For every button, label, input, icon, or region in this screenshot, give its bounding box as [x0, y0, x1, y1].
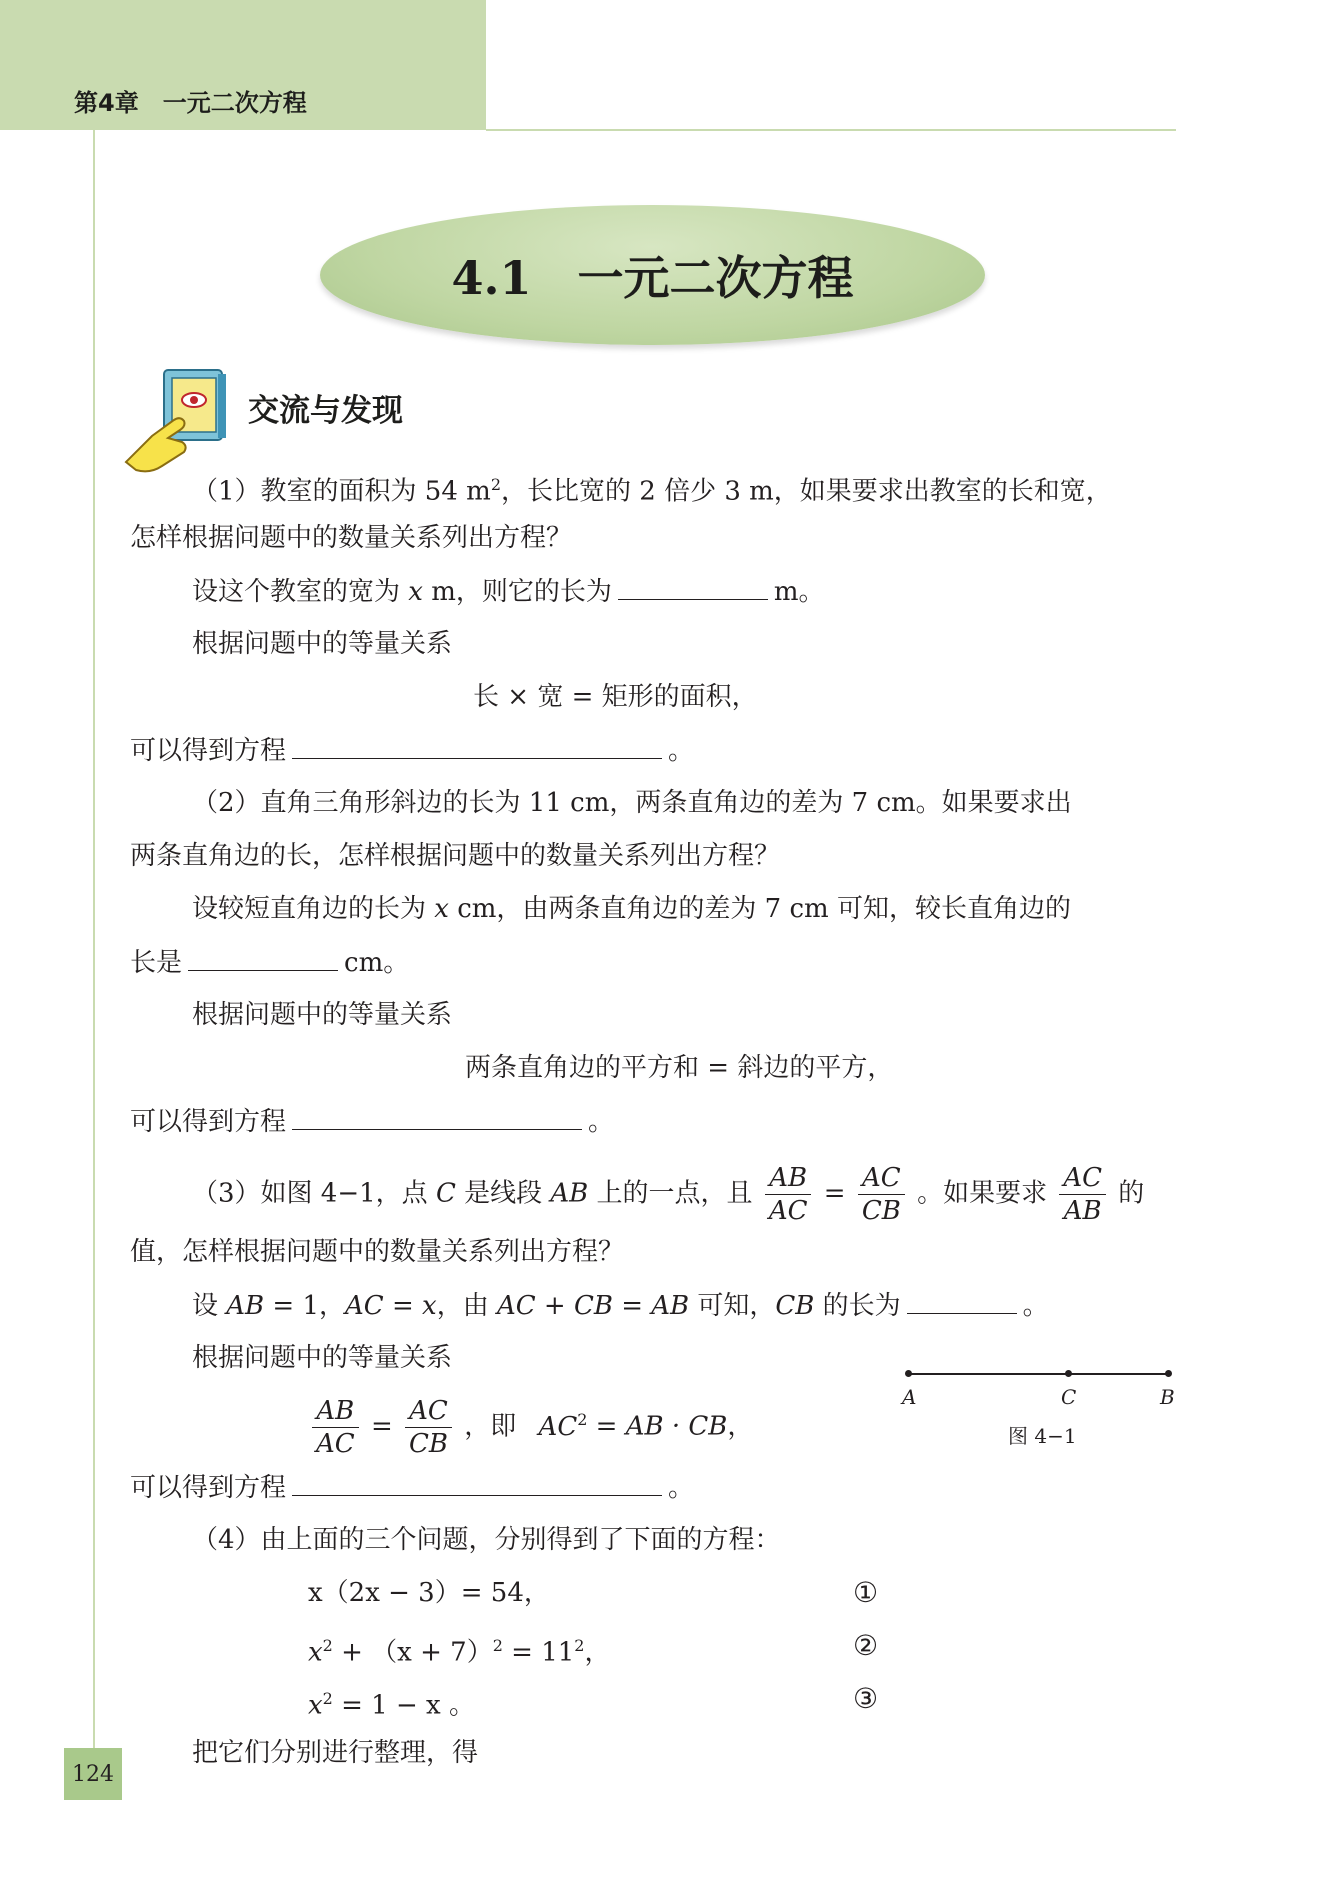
p2-g: 可以得到方程	[130, 1107, 287, 1137]
p3-a4: 。如果要求	[917, 1178, 1048, 1209]
eq2-b: + （x + 7）	[332, 1637, 493, 1668]
equation-2-number: ②	[853, 1629, 879, 1662]
fraction-denominator: CB	[861, 1196, 901, 1226]
fraction-denominator: CB	[409, 1429, 448, 1459]
fraction-numerator: AB	[765, 1162, 812, 1195]
p2-d1: 长是	[130, 948, 183, 978]
eq2-sup1: 2	[322, 1636, 333, 1655]
answer-blank[interactable]	[292, 730, 662, 759]
p1-line3	[192, 571, 825, 612]
p3-a1: （3）如图 4−1，点	[192, 1178, 436, 1209]
p3-e2: AC	[538, 1411, 578, 1442]
p1-g: 可以得到方程	[130, 736, 287, 766]
fraction-denominator: AC	[316, 1429, 355, 1459]
p1-a-sup: 2	[490, 475, 501, 494]
point-a	[905, 1370, 912, 1377]
equation-3-number: ③	[853, 1682, 879, 1715]
p3-line2: 值，怎样根据问题中的数量关系列出方程？	[130, 1237, 625, 1267]
fraction-ab-over-ac	[312, 1395, 359, 1460]
eq3-sup: 2	[322, 1689, 333, 1708]
fraction-numerator: AC	[405, 1395, 452, 1428]
p3-a3: 上的一点，且	[588, 1178, 753, 1209]
label-b: B	[1160, 1385, 1175, 1409]
p1-line1	[192, 465, 1112, 512]
label-a: A	[902, 1385, 917, 1409]
equation-1-number: ①	[853, 1576, 879, 1609]
fraction-numerator: AC	[858, 1162, 905, 1195]
p2-line1: （2）直角三角形斜边的长为 11 cm，两条直角边的差为 7 cm。如果要求出	[192, 788, 1072, 818]
p2-line5: 根据问题中的等量关系	[192, 1000, 453, 1030]
p2-line7	[130, 1101, 614, 1142]
p3-e4: ，	[727, 1411, 754, 1442]
label-c: C	[1061, 1385, 1077, 1409]
segment-ab	[908, 1373, 1168, 1375]
p3-c-end: 。	[1022, 1291, 1049, 1321]
fraction-denominator: AB	[1063, 1196, 1102, 1226]
p1-g-end: 。	[668, 736, 695, 766]
p3-line6	[130, 1467, 694, 1508]
p3-line4: 根据问题中的等量关系	[192, 1343, 453, 1373]
p3-var-ac: AC	[345, 1291, 384, 1321]
section-title: 交流与发现	[248, 393, 403, 429]
answer-blank[interactable]	[188, 942, 338, 971]
p1-line4: 根据问题中的等量关系	[192, 629, 453, 659]
fraction-ac-over-cb	[858, 1162, 905, 1227]
p2-line3	[192, 889, 1071, 929]
equation-1: x（2x − 3）= 54，	[308, 1578, 550, 1608]
equation-2	[308, 1626, 611, 1673]
p3-a2: 是线段	[455, 1178, 551, 1209]
p3-c2: = 1，	[264, 1291, 346, 1321]
p3-c3: =	[383, 1291, 423, 1321]
answer-blank[interactable]	[907, 1285, 1017, 1314]
fraction-ab-over-ac	[765, 1162, 812, 1227]
answer-blank[interactable]	[618, 571, 768, 600]
p3-var-ab: AB	[226, 1291, 265, 1321]
equals-sign: =	[370, 1411, 393, 1442]
p3-sum: AC + CB = AB	[496, 1291, 690, 1321]
p2-relation: 两条直角边的平方和 = 斜边的平方，	[465, 1053, 894, 1083]
p3-c4: ，由	[436, 1291, 497, 1321]
header-rule	[486, 129, 1176, 131]
equation-3	[308, 1679, 475, 1726]
p1-var-x: x	[408, 577, 423, 607]
p1-a: （1）教室的面积为 54 m	[192, 476, 491, 507]
fraction-numerator: AC	[1059, 1162, 1106, 1195]
p3-f: 可以得到方程	[130, 1473, 287, 1503]
p3-a5: 的	[1118, 1178, 1145, 1209]
page-title: 4.1 一元二次方程	[451, 251, 854, 305]
p1-line6	[130, 730, 694, 771]
p4-line1: （4）由上面的三个问题，分别得到了下面的方程：	[192, 1525, 781, 1555]
p3-line3	[192, 1285, 1049, 1326]
figure-caption: 图 4−1	[1008, 1424, 1077, 1448]
chapter-header: 第4章 一元二次方程	[74, 89, 307, 117]
hand-pointing-book-icon	[122, 366, 242, 478]
p4-line5: 把它们分别进行整理，得	[192, 1738, 479, 1768]
eq2-sup2: 2	[492, 1636, 503, 1655]
p2-g-end: 。	[588, 1107, 615, 1137]
fraction-numerator: AB	[312, 1395, 359, 1428]
p1-relation: 长 × 宽 = 矩形的面积，	[473, 682, 758, 712]
p1-d1: 设这个教室的宽为	[192, 577, 409, 607]
p2-c1: 设较短直角边的长为	[192, 894, 435, 924]
p1-d3: m。	[773, 577, 825, 607]
eq2-c: = 11	[502, 1637, 575, 1668]
p1-b: ，长比宽的 2 倍少 3 m，如果要求出教室的长和宽，	[501, 476, 1112, 507]
p3-f-end: 。	[668, 1473, 695, 1503]
fraction-ac-over-cb	[405, 1395, 452, 1460]
answer-blank[interactable]	[292, 1101, 582, 1130]
p3-e-sup: 2	[577, 1409, 588, 1429]
p3-var-c: C	[435, 1178, 456, 1209]
p1-line2: 怎样根据问题中的数量关系列出方程？	[130, 523, 573, 553]
page-number: 124	[64, 1748, 122, 1800]
point-b	[1165, 1370, 1172, 1377]
p3-var-ab: AB	[550, 1178, 589, 1209]
p2-var-x: x	[434, 894, 449, 924]
p2-d2: cm。	[344, 948, 410, 978]
p3-var-cb: CB	[775, 1291, 815, 1321]
eq2-sup3: 2	[574, 1636, 585, 1655]
p3-c1: 设	[192, 1291, 227, 1321]
p1-d2: m，则它的长为	[422, 577, 612, 607]
p3-c5: 可知，	[689, 1291, 776, 1321]
eq2-x: x	[308, 1637, 323, 1668]
eq3-x: x	[308, 1690, 323, 1721]
p2-c2: cm，由两条直角边的差为 7 cm 可知，较长直角边的	[448, 894, 1071, 924]
answer-blank[interactable]	[292, 1467, 662, 1496]
equals-sign: =	[823, 1178, 846, 1209]
fraction-denominator: AC	[768, 1196, 808, 1226]
p3-e1: ，即	[464, 1411, 517, 1442]
p3-e3: = AB · CB	[587, 1411, 728, 1442]
point-c	[1065, 1370, 1072, 1377]
p3-line1	[192, 1162, 1144, 1227]
eq2-d: ，	[584, 1637, 611, 1668]
p2-line4	[130, 942, 409, 983]
p2-line2: 两条直角边的长，怎样根据问题中的数量关系列出方程？	[130, 841, 781, 871]
eq3-b: = 1 − x 。	[332, 1690, 475, 1721]
p3-relation	[308, 1395, 753, 1460]
title-oval	[320, 205, 985, 345]
fraction-ac-over-ab	[1059, 1162, 1106, 1227]
side-rule	[93, 130, 95, 1750]
p3-var-x: x	[422, 1291, 437, 1321]
p3-c6: 的长为	[814, 1291, 901, 1321]
